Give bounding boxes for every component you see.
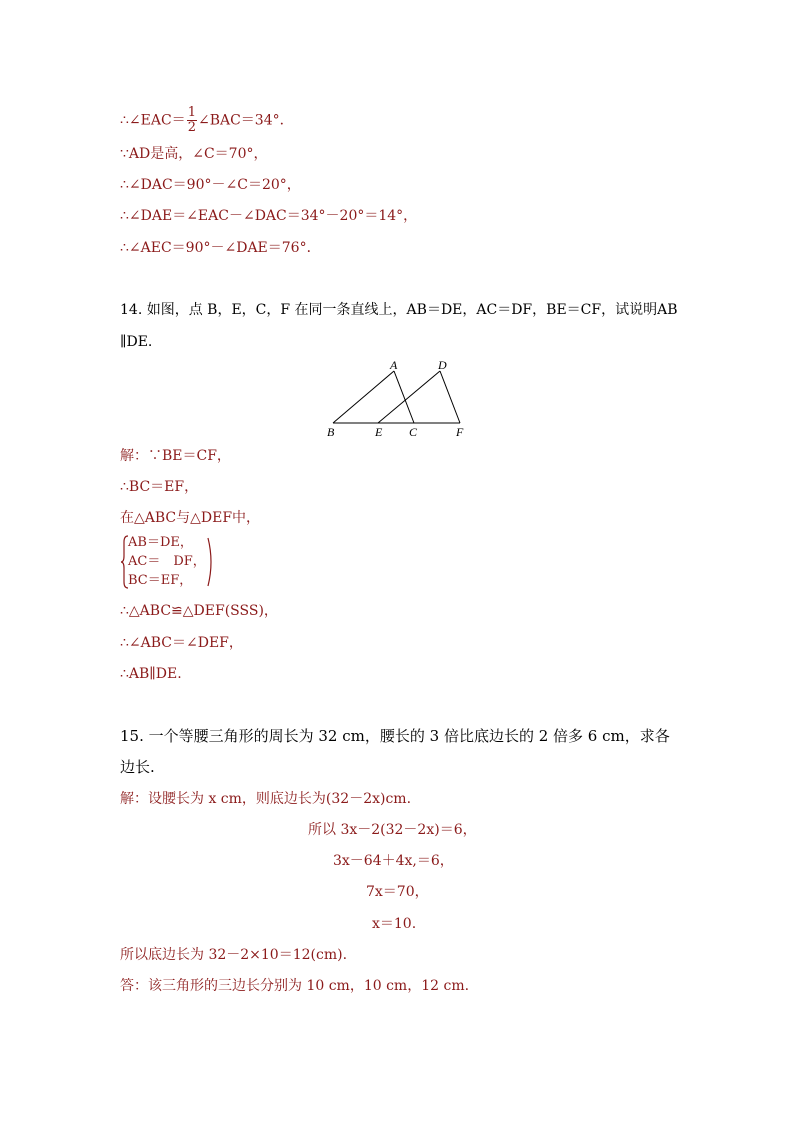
sol13-line3: ∴∠DAC＝90°－∠C＝20°， — [120, 177, 301, 193]
sol15-line3: 答：该三角形的三边长分别为 10 cm，10 cm，12 cm. — [120, 978, 470, 994]
fraction-one-half — [187, 106, 197, 135]
sol14-line1: 解：∵BE＝CF， — [120, 448, 231, 464]
label-c: C — [409, 425, 418, 439]
sol15-eq4: x＝10. — [372, 916, 417, 932]
label-d: D — [438, 358, 447, 372]
sol15-line1: 解：设腰长为 x cm，则底边长为(32－2x)cm. — [120, 791, 412, 807]
segment-ac — [394, 371, 414, 423]
sol13-line1 — [120, 106, 294, 135]
problem15-line2: 边长. — [120, 758, 155, 776]
sol15-eq2: 3x－64＋4x,＝6， — [333, 853, 454, 869]
fraction-denominator: 2 — [187, 120, 196, 135]
label-e: E — [375, 425, 383, 439]
sol14-line6: ∴AB∥DE. — [120, 666, 182, 682]
segment-df — [440, 371, 460, 423]
sol13-line1-pre: ∴∠EAC＝ — [120, 112, 186, 129]
label-f: F — [456, 425, 464, 439]
segment-ab — [333, 371, 394, 423]
sol14-line2: ∴BC＝EF， — [120, 479, 199, 495]
label-a: A — [390, 358, 398, 372]
system-row-2: AC＝ DF， — [128, 554, 206, 569]
equation-system — [120, 534, 220, 590]
right-paren — [206, 534, 216, 590]
sol13-line1-post: ∠BAC＝34°． — [197, 112, 294, 129]
fraction-numerator: 1 — [187, 105, 196, 120]
label-b: B — [327, 425, 335, 439]
system-row-3: BC＝EF， — [128, 573, 193, 588]
sol14-line3: 在△ABC与△DEF中， — [120, 510, 261, 526]
sol15-eq1: 所以 3x－2(32－2x)＝6， — [308, 822, 477, 838]
sol15-eq3: 7x＝70， — [366, 884, 429, 900]
problem14-line1: 14. 如图，点 B，E，C，F 在同一条直线上，AB＝DE，AC＝DF，BE＝CF，试说明AB — [120, 302, 678, 318]
problem15-line1: 15. 一个等腰三角形的周长为 32 cm，腰长的 3 倍比底边长的 2 倍多 6 cm，求各 — [120, 727, 670, 745]
segment-de — [378, 371, 440, 423]
sol13-line5: ∴∠AEC＝90°－∠DAE＝76°． — [120, 240, 321, 256]
system-row-1: AB＝DE， — [128, 535, 193, 550]
sol14-line4: ∴△ABC≌△DEF(SSS)， — [120, 603, 278, 619]
problem14-line2: ∥DE. — [120, 334, 153, 350]
sol13-line2: ∵AD是高，∠C＝70°， — [120, 146, 268, 162]
sol15-line2: 所以底边长为 32－2×10＝12(cm). — [120, 947, 348, 963]
sol13-line4: ∴∠DAE＝∠EAC－∠DAC＝34°－20°＝14°， — [120, 208, 418, 224]
sol14-line5: ∴∠ABC＝∠DEF， — [120, 635, 243, 651]
